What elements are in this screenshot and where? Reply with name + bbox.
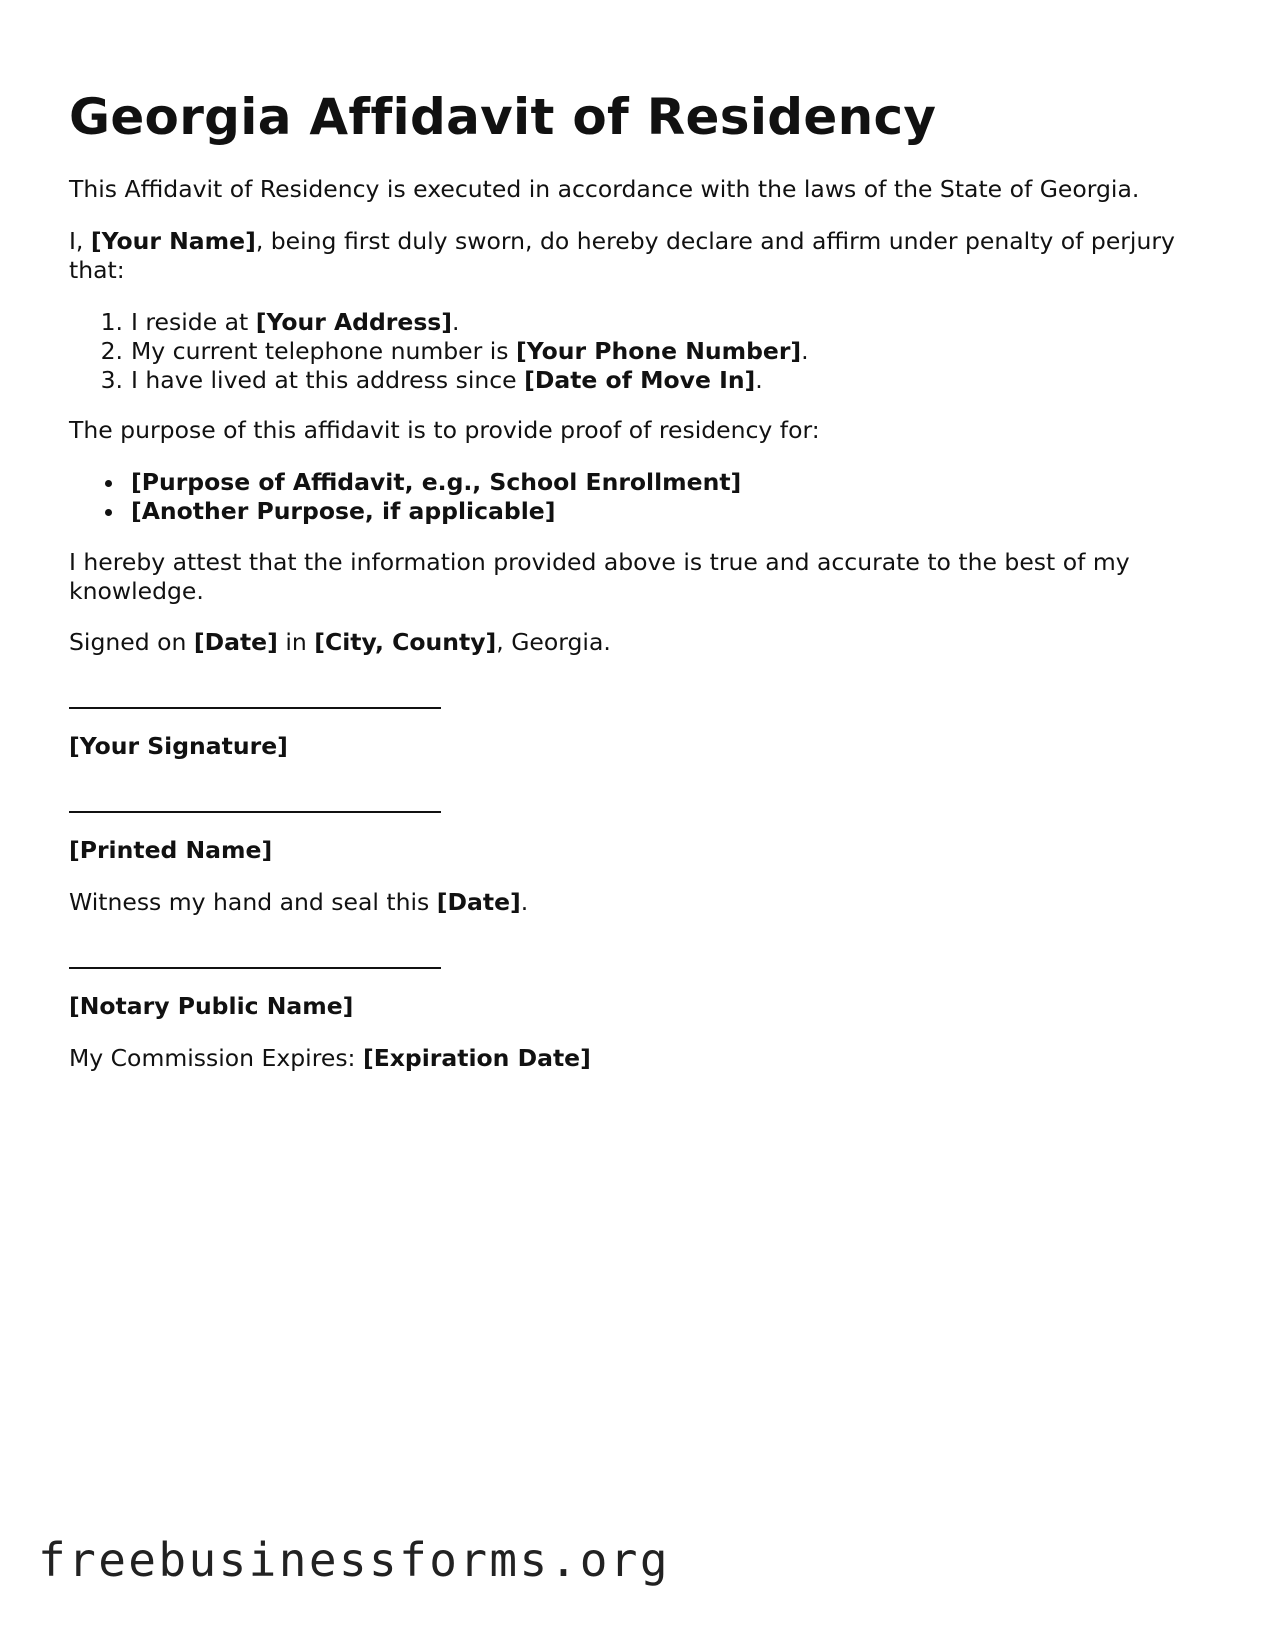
attestation-paragraph: I hereby attest that the information provided above is true and accurate to the best of my knowledge. [69, 548, 1130, 605]
notary-line [69, 967, 441, 969]
intro-paragraph: This Affidavit of Residency is executed in accordance with the laws of the State of Georgia. [69, 175, 1140, 203]
purpose-item: [Purpose of Affidavit, e.g., School Enrollment] [69, 468, 741, 497]
purpose-item: [Another Purpose, if applicable] [69, 497, 741, 526]
notary-label: [Notary Public Name] [69, 992, 354, 1020]
signed-date-placeholder: [Date] [193, 628, 278, 656]
move-in-date-placeholder: [Date of Move In] [524, 366, 756, 394]
statement-item: 2. My current telephone number is [Your Phone Number]. [100, 337, 809, 365]
printed-name-label: [Printed Name] [69, 836, 273, 864]
phone-placeholder: [Your Phone Number] [516, 337, 802, 365]
statement-item: 3. I have lived at this address since [Date of Move In]. [100, 366, 763, 394]
address-placeholder: [Your Address] [255, 308, 453, 336]
signature-line [69, 707, 441, 709]
witness-paragraph: Witness my hand and seal this [Date]. [69, 888, 529, 916]
printed-name-line [69, 811, 441, 813]
signed-paragraph: Signed on [Date] in [City, County], Georgia. [69, 628, 611, 656]
bullet-icon [105, 509, 112, 516]
signature-label: [Your Signature] [69, 732, 288, 760]
commission-paragraph: My Commission Expires: [Expiration Date] [69, 1044, 591, 1072]
purpose-list [69, 468, 741, 526]
watermark: freebusinessforms.org [38, 1533, 670, 1587]
expiration-date-placeholder: [Expiration Date] [362, 1044, 591, 1072]
name-placeholder: [Your Name] [90, 227, 256, 255]
witness-date-placeholder: [Date] [436, 888, 521, 916]
document-title: Georgia Affidavit of Residency [69, 88, 937, 146]
location-placeholder: [City, County] [314, 628, 497, 656]
statement-item: 1. I reside at [Your Address]. [100, 308, 460, 336]
statement-list [69, 308, 809, 395]
declaration-paragraph: I, [Your Name], being first duly sworn, do hereby declare and affirm under penalty of perjury that: [69, 227, 1175, 284]
bullet-icon [105, 480, 112, 487]
purpose-intro: The purpose of this affidavit is to provide proof of residency for: [69, 416, 820, 444]
